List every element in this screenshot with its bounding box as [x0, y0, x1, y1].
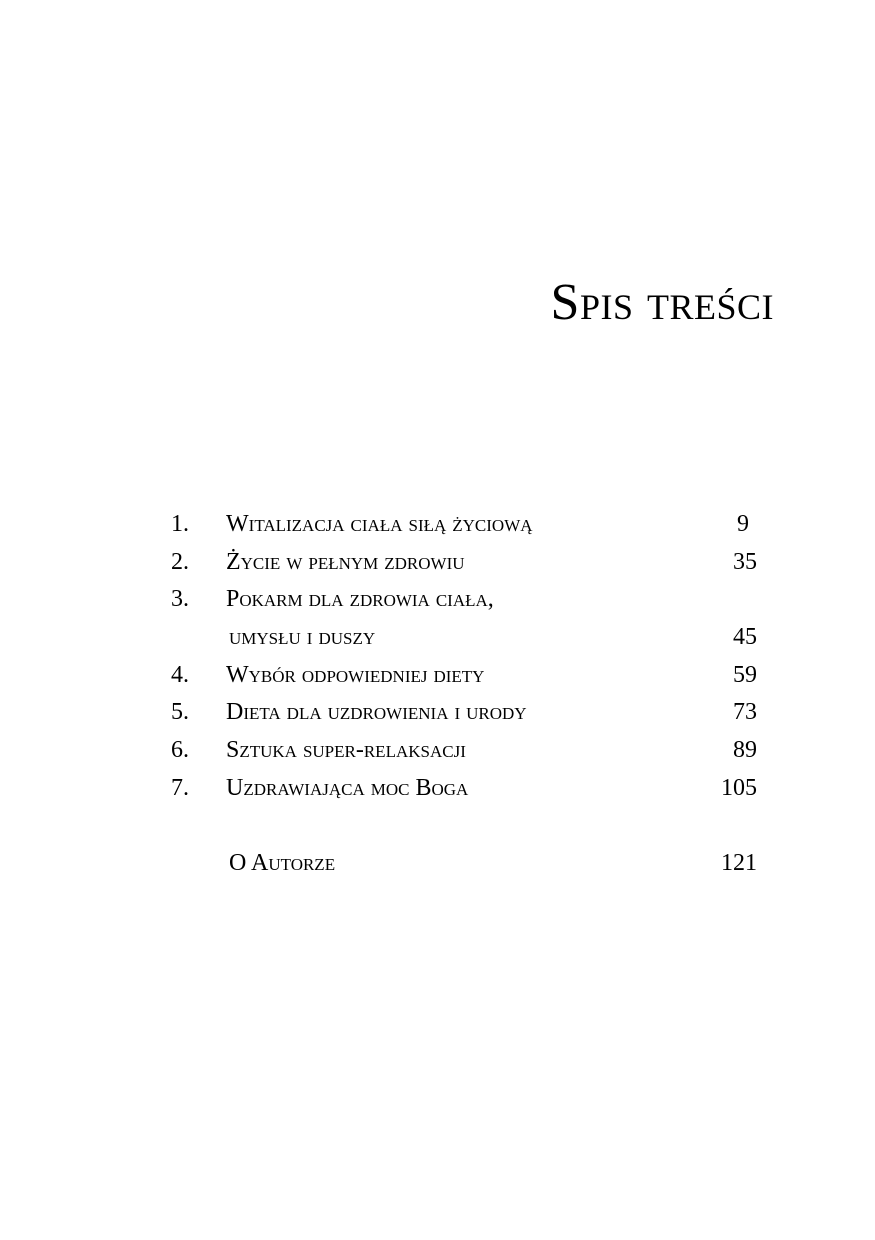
toc-entry-number: 1.	[171, 511, 189, 537]
toc-entry-about-author	[171, 845, 757, 883]
toc-entry-page: 105	[721, 774, 757, 801]
toc-entry-number: 4.	[171, 661, 189, 688]
toc-entry-title: Sztuka super-relaksacji	[226, 737, 466, 764]
toc-entry-title: Pokarm dla zdrowia ciała,	[226, 586, 494, 613]
toc-entry-page: 89	[733, 737, 757, 764]
toc-entry-6	[171, 732, 757, 770]
toc-entry-title: O Autorze	[229, 850, 336, 877]
toc-entry-number: 5.	[171, 699, 189, 726]
toc-entry-1	[171, 506, 757, 544]
toc-entry-title: Witalizacja ciała siłą życiową	[226, 511, 533, 537]
toc-entry-2	[171, 544, 757, 582]
toc-entry-3-continuation	[171, 619, 757, 657]
toc-entry-number: 6.	[171, 737, 189, 764]
toc-entry-title: Życie w pełnym zdrowiu	[226, 548, 465, 575]
toc-entry-5	[171, 694, 757, 732]
toc-entry-page: 45	[733, 624, 757, 651]
toc-entry-page: 121	[721, 850, 757, 877]
toc-entry-number: 3.	[171, 586, 189, 613]
toc-entry-page: 35	[733, 548, 757, 575]
toc-entry-page: 59	[733, 661, 757, 688]
toc-entry-3	[171, 581, 757, 619]
toc-entry-page: 9	[737, 511, 749, 537]
toc-entry-number: 2.	[171, 548, 189, 575]
toc-entry-title: Uzdrawiająca moc Boga	[226, 774, 469, 801]
toc-entry-title: Wybór odpowiedniej diety	[226, 661, 485, 688]
toc-entry-4	[171, 657, 757, 695]
toc-spacer	[171, 808, 757, 846]
table-of-contents	[171, 506, 757, 883]
toc-entry-page: 73	[733, 699, 757, 726]
toc-entry-title: umysłu i duszy	[229, 624, 376, 651]
toc-entry-title: Dieta dla uzdrowienia i urody	[226, 699, 527, 726]
toc-entry-number: 7.	[171, 774, 189, 801]
toc-entry-7	[171, 770, 757, 808]
page-title: Spis treści	[550, 274, 774, 331]
